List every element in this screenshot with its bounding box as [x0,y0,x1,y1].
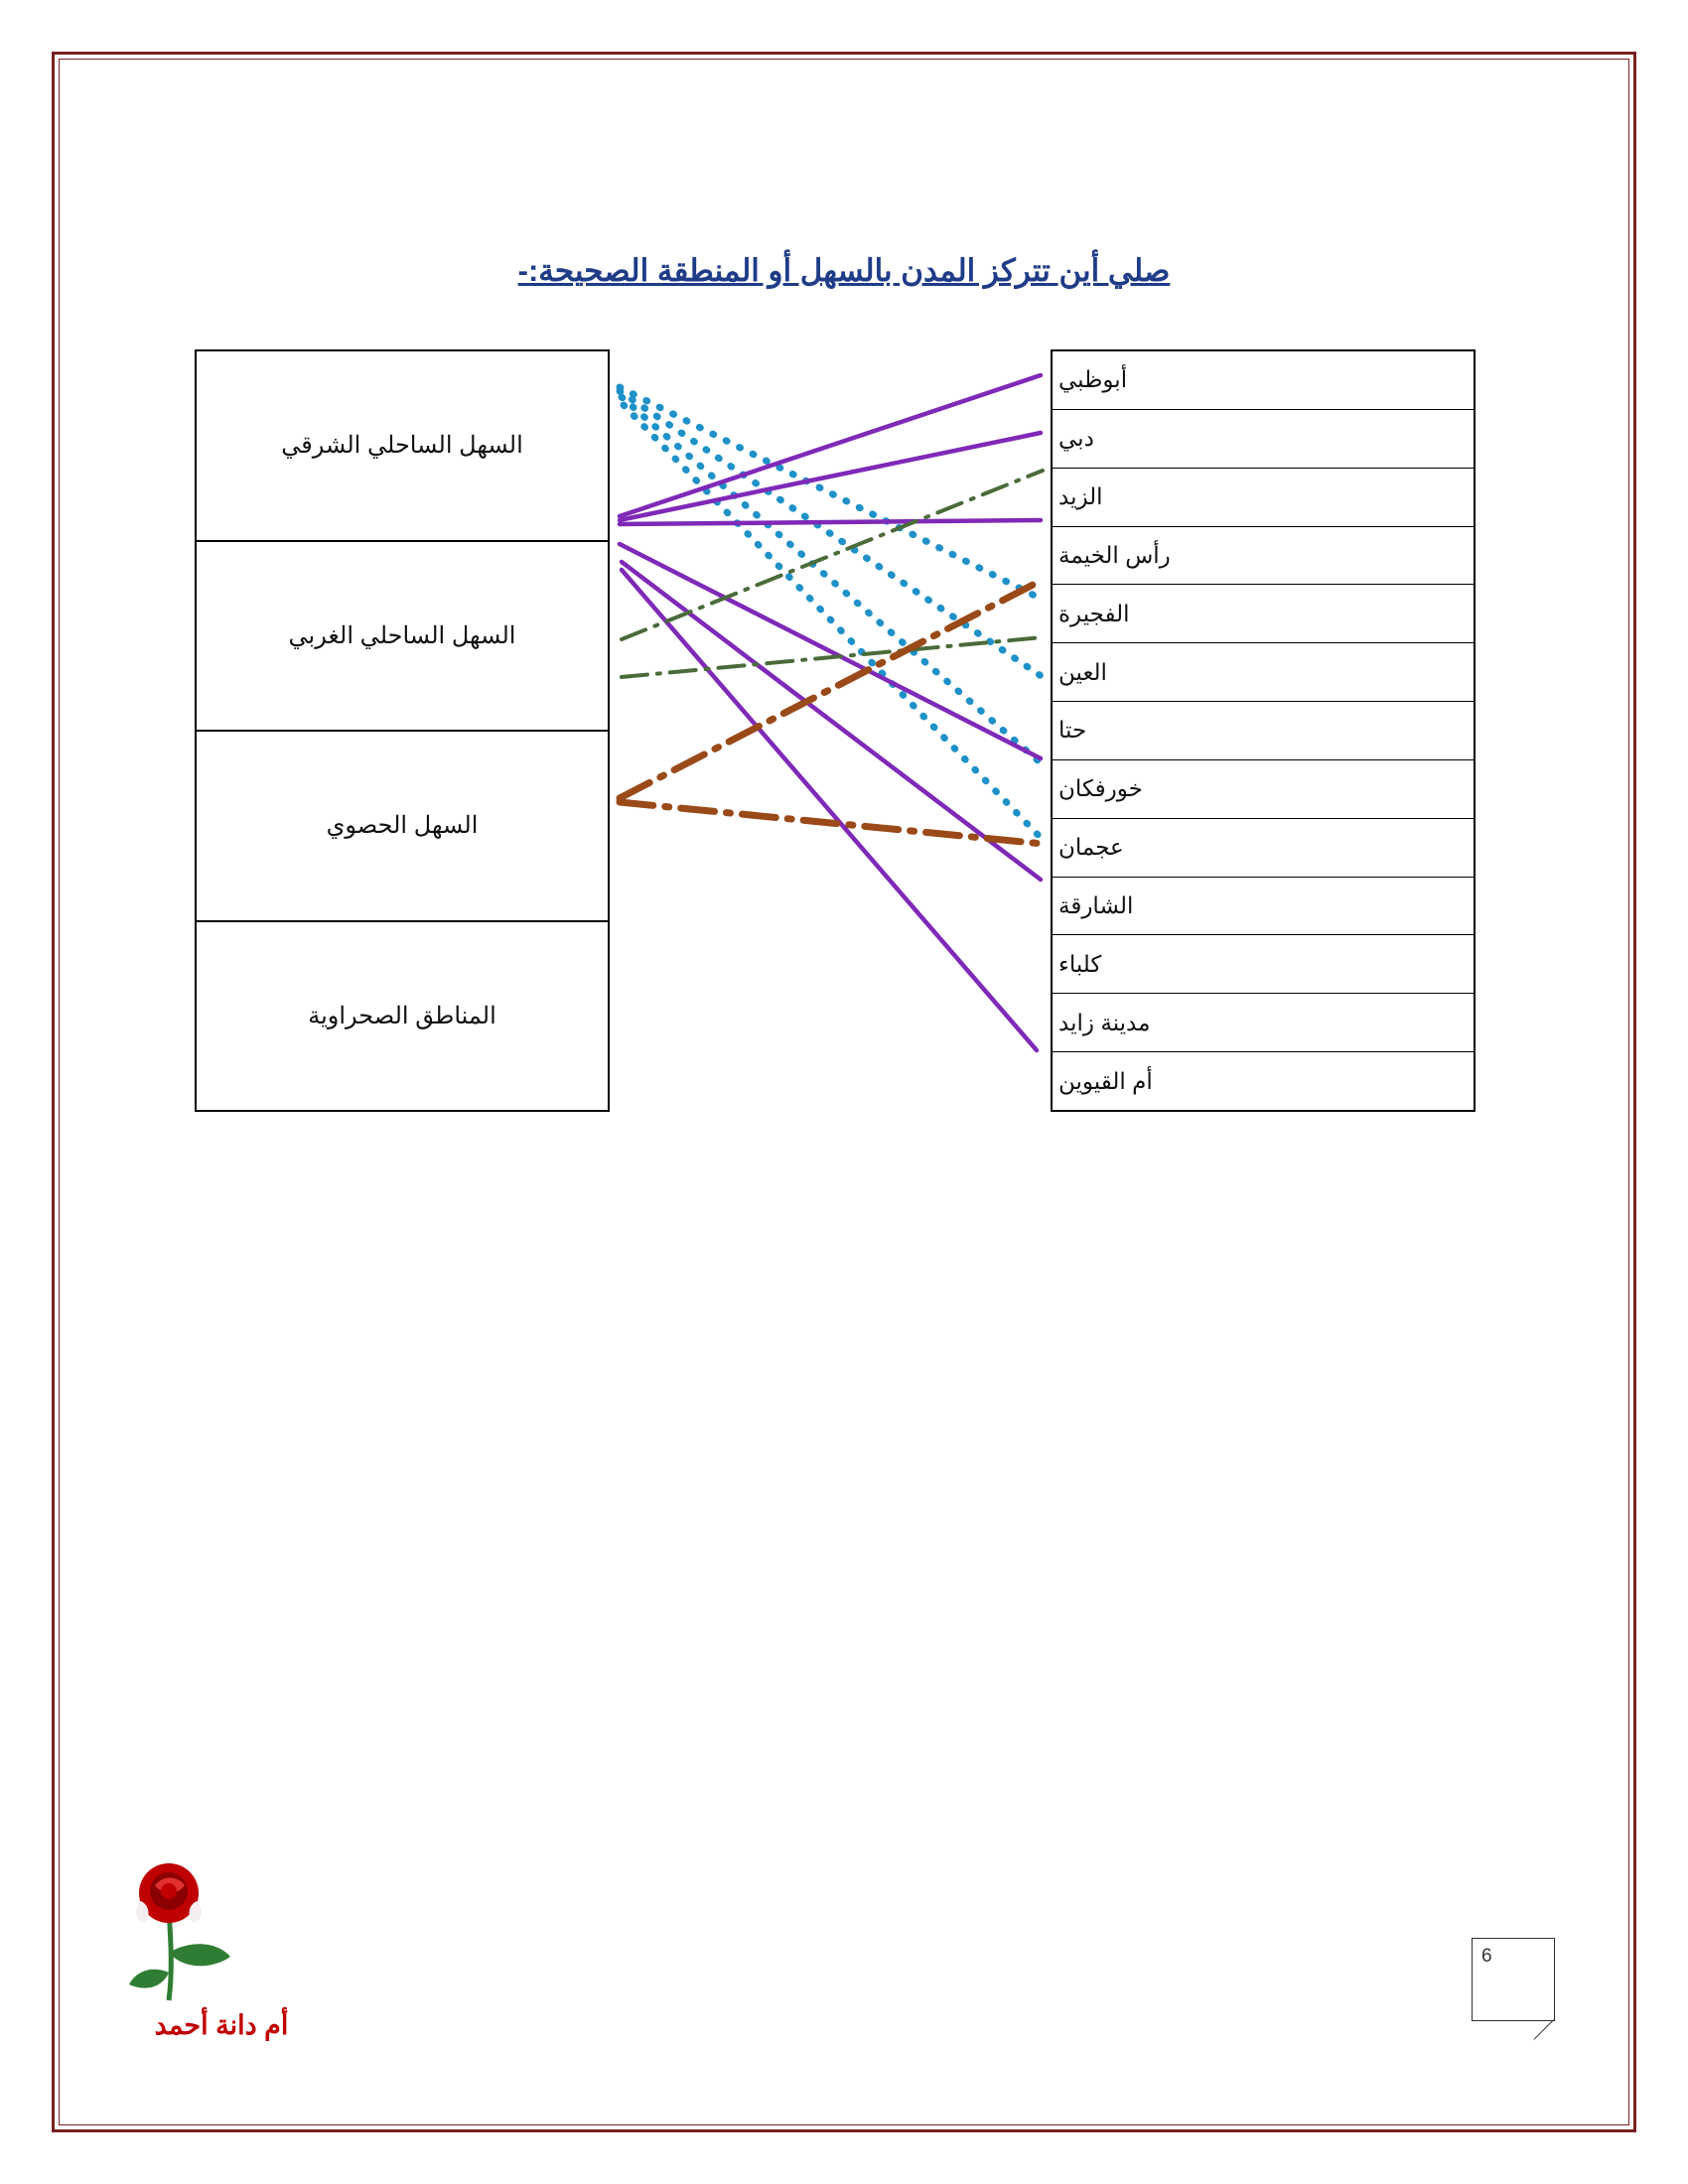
region-row[interactable] [197,732,608,922]
city-label: رأس الخيمة [1058,541,1171,568]
logo-text: أم دانة أحمد [154,2010,289,2040]
region-label: السهل الحصوي [326,812,479,840]
city-label: مدينة زايد [1058,1009,1151,1035]
city-row[interactable] [1053,819,1474,878]
city-label: أم القيوين [1058,1067,1153,1094]
city-label: العين [1058,658,1107,685]
city-row[interactable] [1053,760,1474,819]
city-row[interactable] [1053,469,1474,527]
rose-icon [107,1861,336,2010]
city-label: الزيد [1058,483,1103,510]
region-label: المناطق الصحراوية [308,1002,496,1029]
city-label: كلباء [1058,950,1102,977]
city-label: الشارقة [1058,892,1134,919]
city-row[interactable] [1053,1052,1474,1110]
city-row[interactable] [1053,643,1474,702]
city-row[interactable] [1053,527,1474,586]
region-row[interactable] [197,922,608,1111]
region-label: السهل الساحلي الشرقي [281,432,523,460]
city-row[interactable] [1053,585,1474,643]
connector-lines [610,349,1051,1112]
page-title: صلي أين تتركز المدن بالسهل أو المنطقة الصحيحة:- [517,253,1171,288]
city-label: حتا [1058,717,1087,744]
city-label: خورفكان [1058,775,1143,802]
city-label: عجمان [1058,834,1124,861]
city-label: أبوظبي [1058,366,1128,393]
regions-table [195,349,610,1112]
city-row[interactable] [1053,702,1474,760]
region-row[interactable] [197,542,608,733]
cities-table [1051,349,1476,1112]
city-row[interactable] [1053,878,1474,936]
region-label: السهل الساحلي الغربي [288,621,516,649]
city-row[interactable] [1053,935,1474,994]
page-number-box [1472,1938,1555,2021]
region-row[interactable] [197,351,608,542]
matching-exercise [195,349,1476,1116]
page-number: 6 [1481,1946,1492,1967]
city-row[interactable] [1053,351,1474,410]
city-row[interactable] [1053,410,1474,469]
footer-logo [107,1861,336,2050]
city-row[interactable] [1053,994,1474,1052]
city-label: الفجيرة [1058,600,1130,626]
city-label: دبي [1058,425,1094,452]
